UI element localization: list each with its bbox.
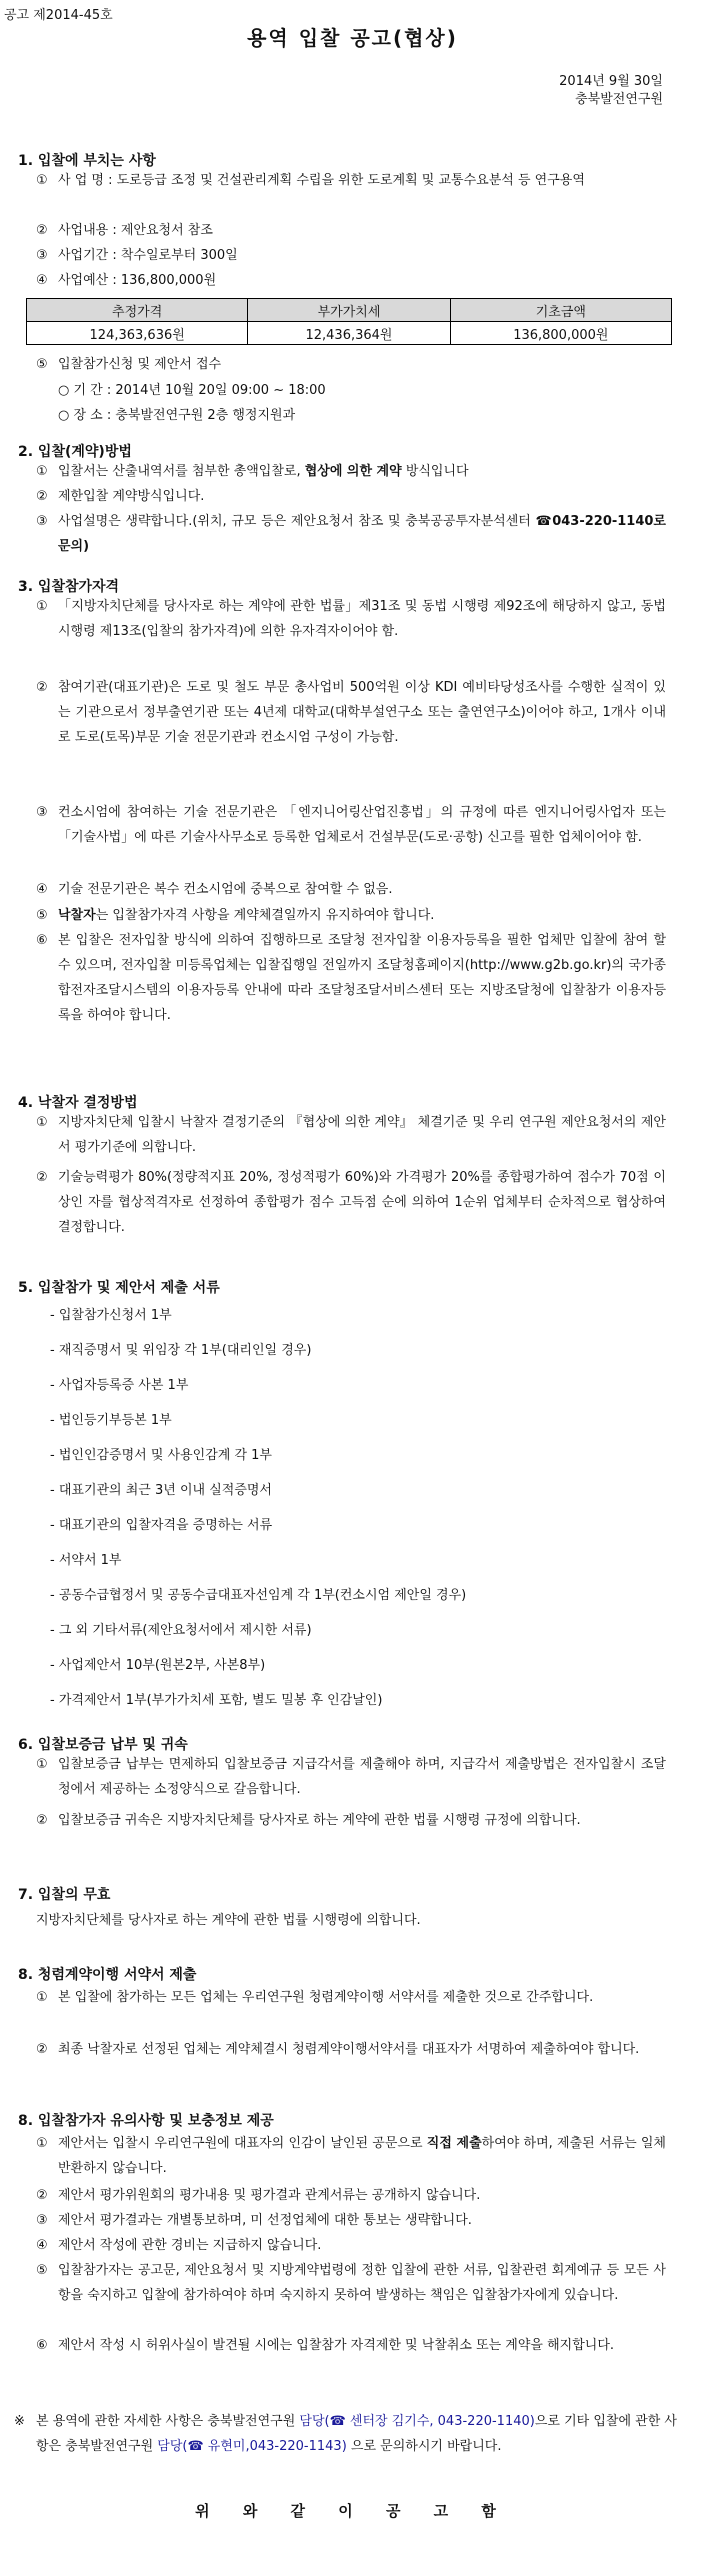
item-number: ② [36,2188,48,2203]
s2-item-2 [36,484,666,509]
s6-item-1 [36,1752,666,1802]
issuing-organization: 충북발전연구원 [575,92,663,107]
contact-primary: 담당(☎ 센터장 김기수, 043-220-1140) [299,2414,535,2429]
section-9-heading: 8. 입찰참가자 유의사항 및 보충정보 제공 [18,2113,274,2129]
table-cell: 124,363,636원 [27,322,248,345]
s8-item-1 [36,1985,666,2010]
table-cell: 136,800,000원 [450,322,671,345]
s6-item-2 [36,1808,666,1833]
item-text: 입찰보증금 납부는 면제하되 입찰보증금 지급각서를 제출해야 하며, 지급각서 제출방법은 전자입찰시 조달청에서 제공하는 소정양식으로 갈음합니다. [58,1757,666,1797]
item-text: 참여기관(대표기관)은 도로 및 철도 부문 총사업비 500억원 이상 KDI 예비타당성조사를 수행한 실적이 있는 기관으로서 정부출연기관 또는 4년제 대학교(대학부설연구소 또는 출연연구소)이어야 하고, 1개사 이내로 도로(토목)부문 기술 전문기관과 컨소시엄 구성이 가능함. [58,680,666,745]
s3-item-3 [36,800,666,850]
item-number: ① [36,1115,48,1130]
item-emphasis: 직접 제출 [426,2136,482,2151]
section-8-heading: 8. 청렴계약이행 서약서 제출 [18,1967,197,1983]
section-7-heading: 7. 입찰의 무효 [18,1887,111,1903]
s9-item-6 [36,2333,666,2358]
section-4-heading: 4. 낙찰자 결정방법 [18,1095,138,1111]
submission-period: ○ 기 간 : 2014년 10월 20일 09:00 ~ 18:00 [58,383,326,398]
item-number: ③ [36,805,48,820]
item-number: ④ [36,882,48,897]
item-emphasis: 낙찰자 [58,908,96,923]
item-number: ② [36,2042,48,2057]
item-text: 사업기간 : 착수일로부터 300일 [58,248,238,263]
table-header: 기초금액 [450,299,671,322]
item-text: 제안서 평가위원회의 평가내용 및 평가결과 관계서류는 공개하지 않습니다. [58,2188,481,2203]
item-text: 기술능력평가 80%(정량적지표 20%, 정성적평가 60%)와 가격평가 20%를 종합평가하여 점수가 70점 이상인 자를 협상적격자로 선정하여 종합평가 점수 고득점 순에 의하여 1순위 업체부터 순차적으로 협상하여 결정합니다. [58,1170,666,1235]
document-item: - 법인등기부등본 1부 [50,1413,172,1428]
item-number: ⑥ [36,2338,48,2353]
section-6-heading: 6. 입찰보증금 납부 및 귀속 [18,1737,188,1753]
s9-item-4 [36,2233,666,2258]
s1-item-5 [36,352,666,377]
s1-item-2 [36,218,666,243]
item-number: ③ [36,514,48,529]
s9-item-1 [36,2131,666,2181]
item-text: 방식입니다 [401,464,469,479]
item-number: ② [36,1170,48,1185]
item-emphasis: ☎043-220-1140로 문의) [58,514,666,554]
item-text: 제안서 작성에 관한 경비는 지급하지 않습니다. [58,2238,322,2253]
item-text: 지방자치단체 입찰시 낙찰자 결정기준의 『협상에 의한 계약』 체결기준 및 우리 연구원 제안요청서의 제안서 평가기준에 의합니다. [58,1115,666,1155]
s3-item-4 [36,877,666,902]
section-1-heading: 1. 입찰에 부치는 사항 [18,153,156,169]
s2-item-3 [36,509,666,559]
document-item: - 사업제안서 10부(원본2부, 사본8부) [50,1658,266,1673]
item-text: 기술 전문기관은 복수 컨소시엄에 중복으로 참여할 수 없음. [58,882,393,897]
item-text: 본 입찰에 참가하는 모든 업체는 우리연구원 청렴계약이행 서약서를 제출한 것으로 간주합니다. [58,1990,594,2005]
item-number: ② [36,489,48,504]
contact-secondary: 담당(☎ 유현미,043-220-1143) [157,2439,347,2454]
item-number: ③ [36,248,48,263]
footnote-text: 본 용역에 관한 자세한 사항은 충북발전연구원 [36,2414,300,2429]
item-text: 컨소시엄에 참여하는 기술 전문기관은 「엔지니어링산업진흥법」의 규정에 따른 엔지니어링사업자 또는 「기술사법」에 따른 기술사사무소로 등록한 업체로서 건설부문(도로·공항) 신고를 필한 업체이어야 함. [58,805,666,845]
item-text: 제안서 평가결과는 개별통보하며, 미 선정업체에 대한 통보는 생략합니다. [58,2213,472,2228]
item-text: 입찰서는 산출내역서를 첨부한 총액입찰로, [58,464,305,479]
item-number: ④ [36,273,48,288]
s3-item-1 [36,594,666,644]
item-number: ① [36,2136,48,2151]
table-header: 추정가격 [27,299,248,322]
item-number: ② [36,223,48,238]
s7-text: 지방자치단체를 당사자로 하는 계약에 관한 법률 시행령에 의합니다. [36,1913,421,1928]
document-item: - 입찰참가신청서 1부 [50,1308,172,1323]
table-row [27,322,672,345]
footnote-text: 으로 기타 입찰에 관한 사항은 충북발전연구원 [36,2414,677,2454]
s1-item-4 [36,268,666,293]
s3-item-2 [36,675,666,750]
item-number: ② [36,1813,48,1828]
item-text: 사 업 명 : 도로등급 조정 및 건설관리계획 수립을 위한 도로계획 및 교통수요분석 등 연구용역 [58,173,585,188]
section-3-heading: 3. 입찰참가자격 [18,579,120,595]
item-number: ⑤ [36,2263,48,2278]
s3-item-5 [36,903,666,928]
section-2-heading: 2. 입찰(계약)방법 [18,444,132,460]
section-5-heading: 5. 입찰참가 및 제안서 제출 서류 [18,1280,220,1296]
document-item: - 법인인감증명서 및 사용인감계 각 1부 [50,1448,272,1463]
item-text: 제안서는 입찰시 우리연구원에 대표자의 인감이 날인된 공문으로 [58,2136,427,2151]
item-text: 최종 낙찰자로 선정된 업체는 계약체결시 청렴계약이행서약서를 대표자가 서명하여 제출하여야 합니다. [58,2042,640,2057]
document-item: - 그 외 기타서류(제안요청서에서 제시한 서류) [50,1623,312,1638]
s9-item-3 [36,2208,666,2233]
document-item: - 재직증명서 및 위임장 각 1부(대리인일 경우) [50,1343,312,1358]
note-mark: ※ [14,2414,25,2429]
s9-item-5 [36,2258,666,2308]
item-number: ① [36,173,48,188]
item-number: ① [36,1990,48,2005]
item-number: ③ [36,2213,48,2228]
item-number: ① [36,599,48,614]
table-header-row [27,299,672,322]
s4-item-2 [36,1165,666,1240]
item-text: 제안서 작성 시 허위사실이 발견될 시에는 입찰참가 자격제한 및 낙찰취소 또는 계약을 해지합니다. [58,2338,615,2353]
item-text: 「지방자치단체를 당사자로 하는 계약에 관한 법률」제31조 및 동법 시행령 제92조에 해당하지 않고, 동법 시행령 제13조(입찰의 참가자격)에 의한 유자격자이어야 함. [58,599,666,639]
item-number: ⑤ [36,908,48,923]
document-item: - 가격제안서 1부(부가가치세 포함, 별도 밀봉 후 인감날인) [50,1693,383,1708]
item-text: 본 입찰은 전자입찰 방식에 의하여 집행하므로 조달청 전자입찰 이용자등록을 필한 업체만 입찰에 참여 할 수 있으며, 전자입찰 미등록업체는 입찰집행일 전일까지 조달청홈페이지(http://www.g2b.go.kr)의 국가종합전자조달시스템의 이용자등록 안내에 따라 조달청조달서비스센터 또는 지방조달청에 입찰참가 이용자등록을 하여야 합니다. [58,933,666,1023]
item-number: ⑥ [36,933,48,948]
item-text: 하여야 하며, 제출된 서류는 일체 반환하지 않습니다. [58,2136,666,2176]
notice-date: 2014년 9월 30일 [559,74,663,89]
document-item: - 대표기관의 최근 3년 이내 실적증명서 [50,1483,272,1498]
item-text: 입찰보증금 귀속은 지방자치단체를 당사자로 하는 계약에 관한 법률 시행령 규정에 의합니다. [58,1813,581,1828]
document-item: - 서약서 1부 [50,1553,122,1568]
document-item: - 공동수급협정서 및 공동수급대표자선임계 각 1부(컨소시엄 제안일 경우) [50,1588,467,1603]
page-title: 용역 입찰 공고(협상) [247,26,458,50]
submission-place: ○ 장 소 : 충북발전연구원 2층 행정지원과 [58,408,296,423]
s8-item-2 [36,2037,666,2062]
s1-item-3 [36,243,666,268]
s9-item-2 [36,2183,666,2208]
item-text: 사업설명은 생략합니다.(위치, 규모 등은 제안요청서 참조 및 충북공공투자분석센터 [58,514,536,529]
item-number: ② [36,680,48,695]
s1-item-1 [36,168,666,193]
document-item: - 대표기관의 입찰자격을 증명하는 서류 [50,1518,273,1533]
item-text: 입찰참가신청 및 제안서 접수 [58,357,222,372]
table-cell: 12,436,364원 [248,322,450,345]
table-header: 부가가치세 [248,299,450,322]
footnote-text: 으로 문의하시기 바랍니다. [346,2439,502,2454]
document-item: - 사업자등록증 사본 1부 [50,1378,189,1393]
budget-table [26,298,672,345]
item-text: 입찰참가자는 공고문, 제안요청서 및 지방계약법령에 정한 입찰에 관한 서류, 입찰관련 회계예규 등 모든 사항을 숙지하고 입찰에 참가하여야 하며 숙지하지 못하여 발생하는 책임은 입찰참가자에게 있습니다. [58,2263,666,2303]
notice-number: 공고 제2014-45호 [4,8,113,23]
item-number: ① [36,1757,48,1772]
s2-item-1 [36,459,666,484]
item-number: ⑤ [36,357,48,372]
item-number: ① [36,464,48,479]
item-emphasis: 협상에 의한 계약 [304,464,402,479]
item-text: 사업내용 : 제안요청서 참조 [58,223,213,238]
s3-item-6 [36,928,666,1028]
s4-item-1 [36,1110,666,1160]
closing-statement: 위 와 같 이 공 고 함 [195,2502,510,2520]
item-number: ④ [36,2238,48,2253]
contact-footnote [14,2409,684,2459]
item-text: 제한입찰 계약방식입니다. [58,489,205,504]
item-text: 사업예산 : 136,800,000원 [58,273,217,288]
item-text: 는 입찰참가자격 사항을 계약체결일까지 유지하여야 합니다. [95,908,435,923]
